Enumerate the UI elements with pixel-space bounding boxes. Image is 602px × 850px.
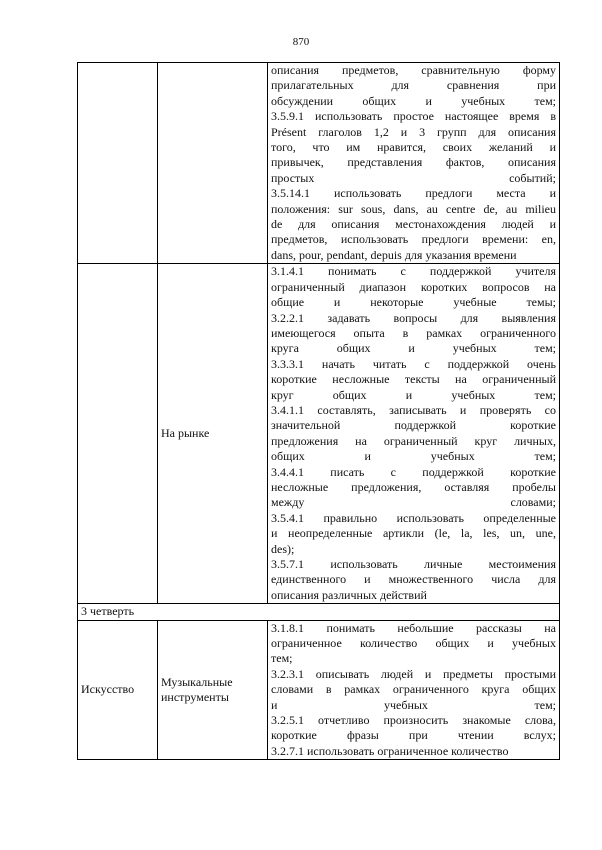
objective-line: 3.5.14.1 использовать предлоги места и [271, 186, 556, 201]
objective-line: положения: sur sous, dans, au centre de, au milieu [271, 201, 556, 216]
objective-line: круга общих и учебных тем; [271, 341, 556, 356]
topic-cell [158, 620, 268, 760]
quarter-row [78, 604, 560, 620]
table-row [78, 620, 560, 760]
objective-line: 3.4.4.1 писать с поддержкой короткие [271, 464, 556, 479]
objective-line: 3.1.8.1 понимать небольшие рассказы на [271, 620, 556, 635]
objective-line: словами в рамках ограниченного круга общих [271, 682, 556, 697]
objective-line: тем; [271, 651, 293, 666]
objective-line: значительной поддержкой короткие [271, 418, 556, 433]
topic-label: На рынке [161, 426, 210, 441]
objective-line: между словами; [271, 495, 556, 510]
objectives-cell [268, 264, 560, 604]
page-number: 870 [292, 36, 310, 48]
objective-line: 3.1.4.1 понимать с поддержкой учителя [271, 264, 556, 279]
topic-cell [158, 63, 268, 264]
objective-line: общих и учебных тем; [271, 449, 556, 464]
objective-line: короткие несложные тексты на ограниченный [271, 372, 556, 387]
objectives-cell [268, 620, 560, 760]
objective-line: 3.5.7.1 использовать личные местоимения [271, 557, 556, 571]
objective-line: 3.5.4.1 правильно использовать определенные [271, 510, 556, 525]
topic-label-line1: Музыкальные [161, 674, 233, 689]
section-cell [78, 264, 158, 604]
objective-line: 3.3.3.1 начать читать с поддержкой очень [271, 356, 556, 371]
objective-line: предметов, использовать предлоги времени: en, [271, 232, 556, 247]
objective-line: dans, pour, pendant, depuis для указания времени [271, 247, 517, 262]
objective-line: единственного и множественного числа для [271, 572, 556, 587]
objective-line: 3.5.9.1 использовать простое настоящее время в [271, 109, 556, 124]
objective-line: описания различных действий [271, 587, 427, 602]
objective-line: de для описания местонахождения людей и [271, 217, 556, 232]
objective-line: ограниченное количество общих и учебных [271, 636, 556, 651]
objective-line: и учебных тем; [271, 697, 556, 712]
table-row [78, 63, 560, 264]
objective-line: привычек, представления фактов, описания [271, 155, 556, 170]
objective-line: круг общих и учебных тем; [271, 387, 556, 402]
objective-line: простых событий; [271, 170, 556, 185]
objective-line: обсуждении общих и учебных тем; [271, 93, 556, 108]
topic-cell [158, 264, 268, 604]
curriculum-table [77, 62, 560, 760]
section-label: Искусство [81, 682, 135, 697]
objective-line: ограниченный диапазон коротких вопросов на [271, 279, 556, 294]
objective-line: 3.4.1.1 составлять, записывать и проверять со [271, 402, 556, 417]
section-cell [78, 63, 158, 264]
objective-line: общие и некоторые учебные темы; [271, 295, 556, 310]
objective-line: 3.2.5.1 отчетливо произносить знакомые слова, [271, 713, 556, 728]
topic-label-line2: инструменты [161, 689, 229, 704]
table-row [78, 264, 560, 604]
objective-line: короткие фразы при чтении вслух; [271, 728, 556, 743]
objective-line: прилагательных для сравнения при [271, 78, 556, 93]
objectives-cell [268, 63, 560, 264]
quarter-label: 3 четверть [78, 604, 560, 620]
objective-line: 3.2.3.1 описывать людей и предметы простыми [271, 666, 556, 681]
objective-line: несложные предложения, оставляя пробелы [271, 479, 556, 494]
objective-line: Présent глаголов 1,2 и 3 групп для описания [271, 124, 556, 139]
objective-line: описания предметов, сравнительную форму [271, 63, 556, 77]
objective-line: des); [271, 541, 295, 556]
objective-line: предложения на ограниченный круг личных, [271, 433, 556, 448]
section-cell [78, 620, 158, 760]
objective-line: того, что им нравится, своих желаний и [271, 140, 556, 155]
objective-line: 3.2.2.1 задавать вопросы для выявления [271, 310, 556, 325]
objective-line: и неопределенные артикли (le, la, les, un, une, [271, 526, 556, 541]
objective-line: имеющегося опыта в рамках ограниченного [271, 325, 556, 340]
objective-line: 3.2.7.1 использовать ограниченное количество [271, 743, 509, 758]
